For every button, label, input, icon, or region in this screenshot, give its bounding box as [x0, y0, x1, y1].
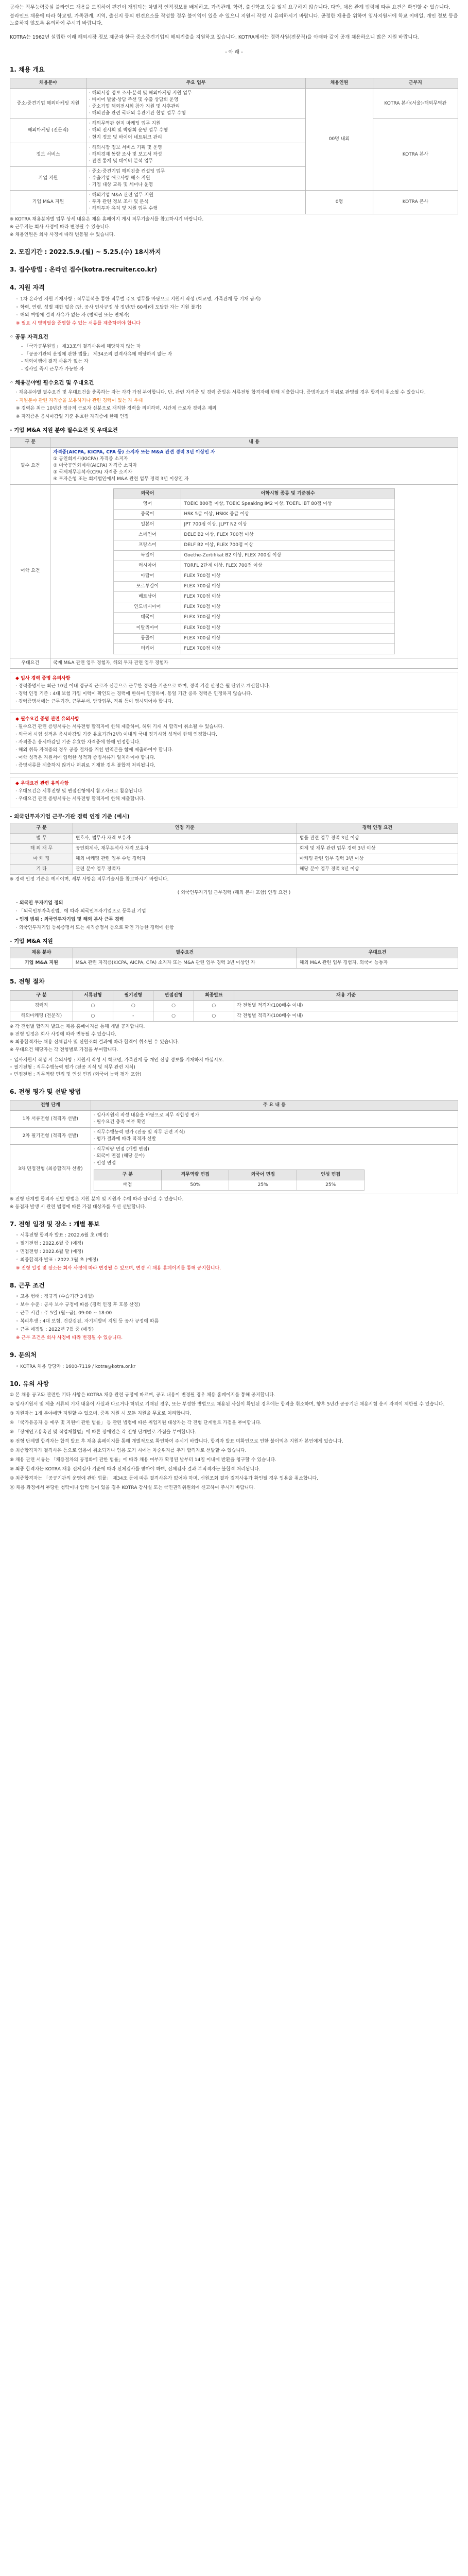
- table-row: [10, 1011, 458, 1022]
- notice-title: ◆ 우대요건 관련 유의사항: [15, 781, 69, 787]
- table-header: 면접전형: [153, 990, 194, 1001]
- notice-line: · 어학 성적은 지원서에 입력한 성적과 증빙서류가 일치하여야 합니다.: [15, 755, 156, 761]
- foreign-company-text: · 「외국인투자촉진법」에 따라 외국인투자기업으로 등록된 기업: [16, 909, 146, 914]
- recruitment-overview-table: [10, 78, 458, 214]
- table-row: [114, 571, 394, 582]
- table-row: [114, 643, 394, 654]
- language-table: [113, 488, 394, 654]
- language-criteria: FLEX 700점 이상: [181, 623, 395, 633]
- field-task: · 해외기업 M&A 관련 업무 지원 · 투자 관련 정보 조사 및 분석 · 해외투자 유치 및 지원 업무 수행: [86, 190, 305, 214]
- career-criteria: 해외 마케팅 관련 업무 수행 경력자: [73, 854, 297, 865]
- note: ※ 우대요건 해당자는 각 전형별로 가점을 부여합니다.: [10, 1047, 118, 1053]
- field-count: 00명 내외: [306, 89, 373, 191]
- process-type: 해외마케팅 (전문직): [10, 1011, 73, 1022]
- stage-content: · 직무수행능력 평가 (전공 및 직무 관련 지식) · 평가 결과에 따라 적격자 선발: [91, 1128, 458, 1145]
- preference-detail: ※ 자격증은 응시마감일 기준 유효한 자격증에 한해 인정: [16, 414, 129, 420]
- notice-line: · 필수요건 관련 증빙서류는 서류전형 합격자에 한해 제출하며, 허위 기재 시 합격이 취소될 수 있습니다.: [15, 724, 224, 730]
- language-name: 포르투갈어: [114, 582, 181, 592]
- table-header: 내 용: [50, 437, 458, 447]
- notice-list: [10, 1392, 458, 1492]
- notice-line: · 경력 인정 기준 : 4대 보험 가입 이력이 확인되는 경력에 한하여 인정하며, 동일 기간 중복 경력은 인정하지 않습니다.: [15, 691, 253, 697]
- table-row: [10, 854, 458, 865]
- career-field: 기 타: [10, 865, 73, 875]
- language-name: 인도네시아어: [114, 602, 181, 613]
- notice-item: ③ 지원자는 1개 분야에만 지원할 수 있으며, 중복 지원 시 모든 지원을 무효로 처리합니다.: [10, 1411, 192, 1417]
- table-row: [114, 540, 394, 551]
- schedule-item: ◦ 필기전형 : 2022.6월 중 (예정): [16, 1241, 83, 1247]
- notice-title: ◆ 입사 경력 증명 유의사항: [15, 675, 71, 681]
- table-row: [114, 592, 394, 602]
- process-step: ◦ 입사지원서 작성 시 유의사항 : 지원서 작성 시 학교명, 가족관계 등 개인 신상 정보를 기재하지 마십시오.: [10, 1057, 224, 1063]
- field-label: 해외마케팅 (전문직): [10, 119, 86, 143]
- language-criteria: TORFL 2단계 이상, FLEX 700점 이상: [181, 561, 395, 571]
- table-row: [114, 510, 394, 520]
- table-row: [10, 119, 458, 143]
- career-criteria-table: [10, 823, 458, 875]
- must-item: ④ 투자은행 또는 회계법인에서 M&A 관련 업무 경력 3년 이상인 자: [53, 476, 189, 482]
- must-item: ③ 국제재무분석사(CFA) 자격증 소지자: [53, 469, 132, 475]
- section-title: 3. 접수방법 : 온라인 접수(kotra.recruiter.co.kr): [10, 266, 158, 274]
- notice-item: ⑨ 최종 합격자는 KOTRA 채용 신체검사 기준에 따라 신체검사를 받아야 하며, 신체검사 결과 부적격자는 불합격 처리됩니다.: [10, 1466, 261, 1472]
- must-content: [50, 447, 458, 484]
- field-label: 중소·중견기업 해외마케팅 지원: [10, 89, 86, 119]
- note: ※ 각 전형별 합격자 발표는 채용 홈페이지를 통해 개별 공지합니다.: [10, 1024, 145, 1030]
- language-name: 프랑스어: [114, 540, 181, 551]
- table-row: [10, 1128, 458, 1145]
- stage-content-text: · 직무역량 면접 (개별 면접) · 외국어 면접 (해당 분야) · 인성 면접: [93, 1147, 149, 1166]
- career-field: 해 외 재 무: [10, 844, 73, 854]
- table-row: [114, 623, 394, 633]
- field-label: 기업 M&A 지원: [10, 190, 86, 214]
- section-title: 8. 근무 조건: [10, 1281, 45, 1289]
- preference-sub: - 지원분야 관련 자격증을 보유하거나 관련 경력이 있는 자 우대: [16, 398, 143, 403]
- notice-item: ⑦ 최종합격자가 결격사유 등으로 임용이 취소되거나 임용 포기 시에는 차순위자를 추가 합격자로 선발할 수 있습니다.: [10, 1448, 247, 1453]
- intro-paragraph: 공사는 직무능력중심 블라인드 채용을 도입하여 편견이 개입되는 차별적 인적정보를 배제하고, 가족관계, 학력, 출신학교 등을 일체 요구하지 않습니다. 다만, 채용 관계 법령에 따른 요건은 확인할 수 있습니다.: [10, 5, 450, 10]
- table-header: 전형 단계: [10, 1100, 91, 1111]
- schedule-warning: ※ 전형 일정 및 장소는 회사 사정에 따라 변경될 수 있으며, 변경 시 채용 홈페이지를 통해 공지합니다.: [16, 1265, 221, 1271]
- language-name: 베트남어: [114, 592, 181, 602]
- note: ※ KOTRA 채용분야별 업무 상세 내용은 채용 홈페이지 게시 직무기술서를 참고하시기 바랍니다.: [10, 216, 204, 222]
- process-type: 경력직: [10, 1001, 73, 1011]
- language-criteria: FLEX 700점 이상: [181, 592, 395, 602]
- table-row: [10, 1111, 458, 1128]
- table-row: [114, 633, 394, 643]
- weight-cell: 배점: [94, 1180, 161, 1190]
- language-name: 이탈리아어: [114, 623, 181, 633]
- must-item: 자격증(AICPA, KICPA, CFA 등) 소지자 또는 M&A 관련 경력 3년 이상인 자: [53, 449, 215, 455]
- row-label: 필수 요건: [10, 447, 50, 484]
- table-row: [10, 1001, 458, 1011]
- language-criteria: FLEX 700점 이상: [181, 582, 395, 592]
- row-label: 우대요건: [10, 658, 50, 668]
- table-header: 구 분: [10, 990, 73, 1001]
- table-header: 채용분야: [10, 78, 86, 89]
- process-mark: ○: [73, 1011, 113, 1022]
- language-criteria: TOEIC 800점 이상, TOEIC Speaking IM2 이상, TOEFL iBT 80점 이상: [181, 499, 395, 509]
- must-item: ① 공인회계사(KICPA) 자격증 소지자: [53, 456, 128, 462]
- notice-item: ⑤ 「장애인고용촉진 및 직업재활법」에 따른 장애인은 각 전형 단계별로 가점을 부여합니다.: [10, 1429, 196, 1435]
- table-row: [10, 1145, 458, 1194]
- section-title: 6. 전형 평가 및 선발 방법: [10, 1088, 81, 1095]
- subsection-title: ◦ 채용분야별 필수요건 및 우대요건: [10, 380, 94, 386]
- language-name: 독일어: [114, 551, 181, 561]
- language-criteria: FLEX 700점 이상: [181, 571, 395, 582]
- process-step: ◦ 필기전형 : 직무수행능력 평가 (전공 지식 및 직무 관련 지식): [10, 1064, 135, 1070]
- foreign-company-text: · 외국인투자기업 등록증명서 또는 재직증명서 등으로 확인 가능한 경력에 한함: [16, 925, 174, 931]
- process-step: ◦ 면접전형 : 직무역량 면접 및 인성 면접 (외국어 능력 평가 포함): [10, 1072, 142, 1077]
- table-header: 우대요건: [297, 948, 458, 958]
- table-header: 근무지: [373, 78, 458, 89]
- subsection-title: ◦ 공통 자격요건: [10, 334, 48, 341]
- process-criteria: 각 전형별 적격자(100배수 이내): [234, 1011, 458, 1022]
- table-header: 외국어: [114, 488, 181, 499]
- language-rows: [114, 499, 394, 654]
- section-title: 10. 유의 사항: [10, 1380, 49, 1387]
- language-name: 중국어: [114, 510, 181, 520]
- table-row: [10, 958, 458, 969]
- field-count: 0명: [306, 190, 373, 214]
- intro-paragraph: KOTRA는 1962년 설립한 이래 해외시장 정보 제공과 한국 중소중견기업의 해외진출을 지원하고 있습니다. KOTRA에서는 경력사원(전문직)을 아래와 같이 공개 채용하오니 많은 지원 바랍니다.: [10, 35, 419, 41]
- language-name: 일본어: [114, 520, 181, 530]
- subsection-title: - 기업 M&A 지원 분야 필수요건 및 우대요건: [10, 427, 118, 434]
- note: ※ 전형 단계별 합격자 선발 방법은 지원 분야 및 지원자 수에 따라 달라질 수 있습니다.: [10, 1196, 184, 1202]
- table-row: [114, 582, 394, 592]
- career-requirement: 법률 관련 업무 경력 3년 이상: [297, 834, 458, 844]
- job-posting-page: [10, 0, 458, 1501]
- table-row: [114, 530, 394, 540]
- foreign-company-sub: - 외국인 투자기업 정의: [16, 901, 63, 906]
- ma-requirements-table: [10, 437, 458, 669]
- language-criteria: FLEX 700점 이상: [181, 633, 395, 643]
- stage-label: 2차 필기전형 (적격자 선발): [10, 1128, 91, 1145]
- notice-line: · 경력증명서는 최근 10년 이내 정규직 근로자 신분으로 근무한 경력을 기준으로 하며, 경력 기간 산정은 월 단위로 계산합니다.: [15, 683, 270, 689]
- language-criteria: DELF B2 이상, FLEX 700점 이상: [181, 540, 395, 551]
- field-task: · 해외시장 정보 조사·분석 및 해외마케팅 지원 업무 · 바이어 발굴·상담 주선 및 수출 상담회 운영 · 중소기업 해외전시회 참가 지원 및 사후관리 · 해외진출 관련 국내외 유관기관 협업 업무 수행: [86, 89, 305, 119]
- process-rows: [10, 1001, 458, 1021]
- condition-item: ◦ 고용 형태 : 정규직 (수습기간 3개월): [16, 1294, 94, 1300]
- language-name: 태국어: [114, 613, 181, 623]
- language-name: 영어: [114, 499, 181, 509]
- condition-warning: ※ 근무 조건은 회사 사정에 따라 변경될 수 있습니다.: [16, 1335, 123, 1341]
- career-criteria: 변호사, 법무사 자격 보유자: [73, 834, 297, 844]
- table-row: [10, 484, 458, 658]
- table-header: 외국어 면접: [229, 1170, 297, 1180]
- table-header: 직무역량 면접: [162, 1170, 229, 1180]
- language-name: 터키어: [114, 643, 181, 654]
- table-row: [10, 834, 458, 844]
- table-row: [114, 520, 394, 530]
- section-title: 7. 전형 일정 및 장소 : 개별 통보: [10, 1220, 100, 1228]
- language-criteria: Goethe-Zertifikat B2 이상, FLEX 700점 이상: [181, 551, 395, 561]
- chapter-heading: - 아 래 -: [225, 49, 243, 55]
- table-row: [10, 447, 458, 484]
- list-item: - 입사일 즉시 근무가 가능한 자: [21, 367, 84, 372]
- intro-paragraph: 블라인드 채용에 따라 학교명, 가족관계, 지역, 출신지 등의 편견요소를 작성할 경우 불이익이 있을 수 있으니 지원서 작성 시 유의하시기 바랍니다. 공정한 채용을 위하여 입사지원서에 학교 이메일, 개인 정보 등을 노출하지 않도록 유의하여 주시기 바랍니다.: [10, 13, 458, 27]
- table-header: 구 분: [10, 437, 50, 447]
- language-criteria: DELE B2 이상, FLEX 700점 이상: [181, 530, 395, 540]
- note: ※ 최종합격자는 채용 신체검사 및 신원조회 결과에 따라 합격이 취소될 수 있습니다.: [10, 1039, 179, 1045]
- qualification-warning: ※ 필요 시 병역필을 증명할 수 있는 서류를 제출하여야 합니다: [16, 321, 141, 327]
- table-header: 최종발표: [194, 990, 234, 1001]
- notice-line: · 경력증명서에는 근무기간, 근무부서, 담당업무, 직위 등이 명시되어야 합니다.: [15, 699, 174, 704]
- notice-item: ① 본 채용 공고와 관련한 기타 사항은 KOTRA 채용 관련 규정에 따르며, 공고 내용이 변경될 경우 채용 홈페이지를 통해 공지합니다.: [10, 1393, 275, 1398]
- process-criteria: 각 전형별 적격자(100배수 이내): [234, 1001, 458, 1011]
- table-header: 구 분: [10, 823, 73, 834]
- process-mark: -: [113, 1011, 153, 1022]
- qualification-line: ◦ 해외 여행에 결격 사유가 없는 자 (병역필 또는 면제자): [16, 313, 130, 318]
- table-header: 인정 기준: [73, 823, 297, 834]
- table-header: 채용인원: [306, 78, 373, 89]
- condition-item: ◦ 보수 수준 : 공사 보수 규정에 따름 (경력 인정 후 호봉 산정): [16, 1302, 140, 1308]
- section-title: 1. 채용 개요: [10, 65, 45, 73]
- common-requirements: [10, 344, 458, 374]
- preference-text: · 채용분야별 필수요건 및 우대요건을 충족하는 자는 각각 가점 부여합니다. 단, 관련 자격증 및 경력 증빙은 서류전형 합격자에 한해 제출합니다. 증빙자료가 허위로 판명될 경우 합격이 취소될 수 있습니다.: [16, 389, 426, 395]
- stage-label: 3차 면접전형 (최종합격자 선발): [10, 1145, 91, 1194]
- section-title: 9. 문의처: [10, 1351, 37, 1359]
- weight-cell: 25%: [229, 1180, 297, 1190]
- qualification-line: ◦ 학력, 연령, 성별 제한 없음 (단, 공사 인사규정 상 정년(만 60세)에 도달한 자는 지원 불가): [16, 304, 202, 310]
- career-note: ※ 경력 인정 기준은 예시이며, 세부 사항은 직무기술서를 참고하시기 바랍니다.: [10, 877, 169, 883]
- list-item: - 「공공기관의 운영에 관한 법률」 제34조의 결격사유에 해당하지 않는 자: [21, 351, 172, 357]
- list-item: - 해외여행에 결격 사유가 없는 자: [21, 359, 89, 365]
- stage-label: 1차 서류전형 (적격자 선발): [10, 1111, 91, 1128]
- schedule-item: ◦ 최종합격자 발표 : 2022.7월 초 (예정): [16, 1257, 98, 1263]
- table-header: 구 분: [94, 1170, 161, 1180]
- schedule-item: ◦ 면접전형 : 2022.6월 말 (예정): [16, 1249, 83, 1255]
- foreign-company-hint: ( 외국인투자기업 근무경력 (해외 본사 포함) 인정 요건 ): [177, 890, 291, 896]
- preference-detail: ※ 경력은 최근 10년간 정규직 근로자 신분으로 재직한 경력을 의미하며, 시간제 근로자 경력은 제외: [16, 406, 217, 412]
- language-name: 러시아어: [114, 561, 181, 571]
- row-label: 어학 요건: [10, 484, 50, 658]
- schedule-item: ◦ 서류전형 합격자 발표 : 2022.6월 초 (예정): [16, 1233, 109, 1239]
- process-mark: ○: [153, 1001, 194, 1011]
- table-row: [114, 613, 394, 623]
- table-row: [114, 602, 394, 613]
- table-header: 필기전형: [113, 990, 153, 1001]
- stage-content: [91, 1145, 458, 1194]
- process-steps: [10, 1057, 458, 1079]
- language-name: 아랍어: [114, 571, 181, 582]
- subsection-title: - 기업 M&A 지원: [10, 938, 53, 944]
- ma-summary-table: [10, 947, 458, 969]
- preference-content: 국제 M&A 관련 업무 경험자, 해외 투자 관련 업무 경험자: [50, 658, 458, 668]
- career-criteria: 관련 분야 업무 경력자: [73, 865, 297, 875]
- process-notes: [10, 1024, 458, 1054]
- notice-box: [10, 777, 458, 807]
- field-place: KOTRA 본사(서울)·해외무역관: [373, 89, 458, 119]
- condition-item: ◦ 근무 시간 : 주 5일 (월~금), 09:00 ~ 18:00: [16, 1311, 112, 1316]
- career-rows: [10, 834, 458, 875]
- contact-text: ◦ KOTRA 채용 담당자 : 1600-7119 / kotra@kotra.or.kr: [16, 1364, 136, 1369]
- notice-line: · 해외 취득 자격증의 경우 공증 절차를 거친 번역본을 함께 제출하여야 합니다.: [15, 748, 174, 753]
- field-label: 기업 지원: [10, 166, 86, 190]
- notice-item: ⑧ 채용 관련 서류는 「채용절차의 공정화에 관한 법률」에 따라 채용 여부가 확정된 날부터 14일 이내에 반환을 청구할 수 있습니다.: [10, 1457, 276, 1463]
- process-mark: ○: [153, 1011, 194, 1022]
- subsection-title: - 외국인투자기업 근무·기관 경력 인정 기준 (예시): [10, 813, 130, 820]
- ma-pref: 해외 M&A 관련 업무 경험자, 외국어 능통자: [297, 958, 458, 969]
- table-row: [10, 89, 458, 119]
- career-criteria: 공인회계사, 재무분석사 자격 보유자: [73, 844, 297, 854]
- intro: [10, 4, 458, 42]
- career-requirement: 해당 분야 업무 경력 3년 이상: [297, 865, 458, 875]
- ma-must: M&A 관련 자격증(KICPA, AICPA, CFA) 소지자 또는 M&A 관련 업무 경력 3년 이상인 자: [73, 958, 297, 969]
- notice-box: [10, 713, 458, 774]
- qualification-line: ◦ 1차 온라인 지원 기재사항 : 직무분석을 통한 직무별 주요 업무를 바탕으로 지원서 작성 (학교명, 가족관계 등 기재 금지): [16, 296, 261, 302]
- notice-box: [10, 672, 458, 710]
- process-mark: ○: [194, 1001, 234, 1011]
- table-row: [114, 499, 394, 509]
- notice-line: · 우대요건은 서류전형 및 면접전형에서 참고자료로 활용됩니다.: [15, 788, 144, 794]
- process-mark: ○: [113, 1001, 153, 1011]
- section-title: 4. 지원 자격: [10, 283, 45, 291]
- career-field: 법 무: [10, 834, 73, 844]
- process-mark: ○: [73, 1001, 113, 1011]
- table-header: 경력 인정 요건: [297, 823, 458, 834]
- field-task: · 해외무역관 현지 마케팅 업무 지원 · 해외 전시회 및 박람회 운영 업무 수행 · 현지 정보 및 바이어 네트워크 관리: [86, 119, 305, 143]
- evaluation-table: [10, 1100, 458, 1194]
- interview-weight-table: [94, 1170, 365, 1191]
- table-header: 채용 기준: [234, 990, 458, 1001]
- process-mark: ○: [194, 1011, 234, 1022]
- language-criteria: FLEX 700점 이상: [181, 613, 395, 623]
- language-criteria: HSK 5급 이상, HSKK 중급 이상: [181, 510, 395, 520]
- table-row: [114, 551, 394, 561]
- table-row: [10, 658, 458, 668]
- notice-item: ② 입사지원서 및 제출 서류의 기재 내용이 사실과 다르거나 허위로 기재된 경우, 또는 부정한 방법으로 채용된 사실이 확인된 경우에는 합격을 취소하며, 향후 5년간 공공기관 채용시험 응시 자격이 제한될 수 있습니다.: [10, 1402, 445, 1408]
- field-label: 정보 서비스: [10, 143, 86, 166]
- notice-title: ◆ 필수요건 증명 관련 유의사항: [15, 717, 79, 722]
- language-criteria: JPT 700점 이상, JLPT N2 이상: [181, 520, 395, 530]
- language-criteria: FLEX 700점 이상: [181, 602, 395, 613]
- table-row: [10, 865, 458, 875]
- table-header: 어학시험 종류 및 기준점수: [181, 488, 395, 499]
- section-title: 2. 모집기간 : 2022.5.9.(월) ~ 5.25.(수) 18시까지: [10, 248, 161, 256]
- table-row: [94, 1180, 365, 1190]
- notice-line: · 외국어 시험 성적은 응시마감일 기준 유효기간(2년) 이내의 국내 정기시험 성적에 한해 인정합니다.: [15, 732, 217, 738]
- selection-process-table: [10, 990, 458, 1022]
- career-requirement: 마케팅 관련 업무 경력 3년 이상: [297, 854, 458, 865]
- notice-item: ④ 「국가유공자 등 예우 및 지원에 관한 법률」 등 관련 법령에 따른 취업지원 대상자는 각 전형 단계별로 가점을 부여합니다.: [10, 1420, 262, 1426]
- language-name: 몽골어: [114, 633, 181, 643]
- list-item: - 「국가공무원법」 제33조의 결격사유에 해당하지 않는 자: [21, 344, 141, 349]
- weight-cell: 50%: [162, 1180, 229, 1190]
- foreign-company-sub: - 인정 범위 : 외국인투자기업 및 해외 본사 근무 경력: [16, 917, 124, 923]
- section-title: 5. 전형 절차: [10, 978, 45, 986]
- language-criteria: FLEX 700점 이상: [181, 643, 395, 654]
- notice-item: ⑥ 전형 단계별 합격자는 합격 발표 후 채용 홈페이지를 통해 개별적으로 확인하여 주시기 바랍니다. 합격자 발표 미확인으로 인한 불이익은 지원자 본인에게 있습니다.: [10, 1438, 343, 1444]
- table-header: 채용 분야: [10, 948, 73, 958]
- notice-line: · 우대요건 관련 증빙서류는 서류전형 합격자에 한해 제출합니다.: [15, 796, 145, 802]
- notice-line: · 증빙서류를 제출하지 않거나 허위로 기재한 경우 불합격 처리됩니다.: [15, 763, 156, 769]
- language-content: [50, 484, 458, 658]
- table-row: [114, 561, 394, 571]
- weight-cell: 25%: [297, 1180, 364, 1190]
- note: ※ 동점자 발생 시 관련 법령에 따른 가점 대상자를 우선 선발합니다.: [10, 1204, 147, 1210]
- career-field: 마 케 팅: [10, 854, 73, 865]
- must-item: ② 미국공인회계사(AICPA) 자격증 소지자: [53, 463, 137, 468]
- note: ※ 전형 일정은 회사 사정에 따라 변동될 수 있습니다.: [10, 1031, 117, 1037]
- field-place: KOTRA 본사: [373, 119, 458, 190]
- notice-line: · 자격증은 응시마감일 기준 유효한 자격증에 한해 인정합니다.: [15, 740, 141, 745]
- table-header: 서류전형: [73, 990, 113, 1001]
- notice-item: ⑪ 채용 과정에서 부당한 청탁이나 압력 등이 있을 경우 KOTRA 감사실 또는 국민권익위원회에 신고하여 주시기 바랍니다.: [10, 1485, 255, 1490]
- career-requirement: 회계 및 재무 관련 업무 경력 3년 이상: [297, 844, 458, 854]
- evaluation-notes: [10, 1196, 458, 1211]
- table-row: [10, 190, 458, 214]
- condition-item: ◦ 복리후생 : 4대 보험, 건강검진, 자기계발비 지원 등 공사 규정에 따름: [16, 1319, 159, 1325]
- field-task: · 해외시장 정보 서비스 기획 및 운영 · 해외경제 동향 조사 및 보고서 작성 · 관련 통계 및 데이터 분석 업무: [86, 143, 305, 166]
- notice-item: ⑩ 최종합격자는 「공공기관의 운영에 관한 법률」 제34조 등에 따른 결격사유가 없어야 하며, 신원조회 결과 결격사유가 확인될 경우 임용을 취소합니다.: [10, 1476, 318, 1481]
- note: ※ 채용인원은 회사 사정에 따라 변동될 수 있습니다.: [10, 232, 115, 238]
- field-task: · 중소·중견기업 해외진출 컨설팅 업무 · 수출기업 애로사항 해소 지원 · 기업 대상 교육 및 세미나 운영: [86, 166, 305, 190]
- table-row: [10, 844, 458, 854]
- ma-field: 기업 M&A 지원: [10, 958, 73, 969]
- overview-notes: [10, 216, 458, 239]
- condition-item: ◦ 근무 예정일 : 2022년 7월 중 (예정): [16, 1327, 94, 1333]
- stage-content: · 입사지원서 작성 내용을 바탕으로 직무 적합성 평가 · 필수요건 충족 여부 확인: [91, 1111, 458, 1128]
- table-header: 인성 면접: [297, 1170, 364, 1180]
- language-name: 스페인어: [114, 530, 181, 540]
- field-place: KOTRA 본사: [373, 190, 458, 214]
- table-header: 필수요건: [73, 948, 297, 958]
- table-header: 주 요 내 용: [91, 1100, 458, 1111]
- note: ※ 근무지는 회사 사정에 따라 변경될 수 있습니다.: [10, 224, 111, 230]
- table-header: 주요 업무: [86, 78, 305, 89]
